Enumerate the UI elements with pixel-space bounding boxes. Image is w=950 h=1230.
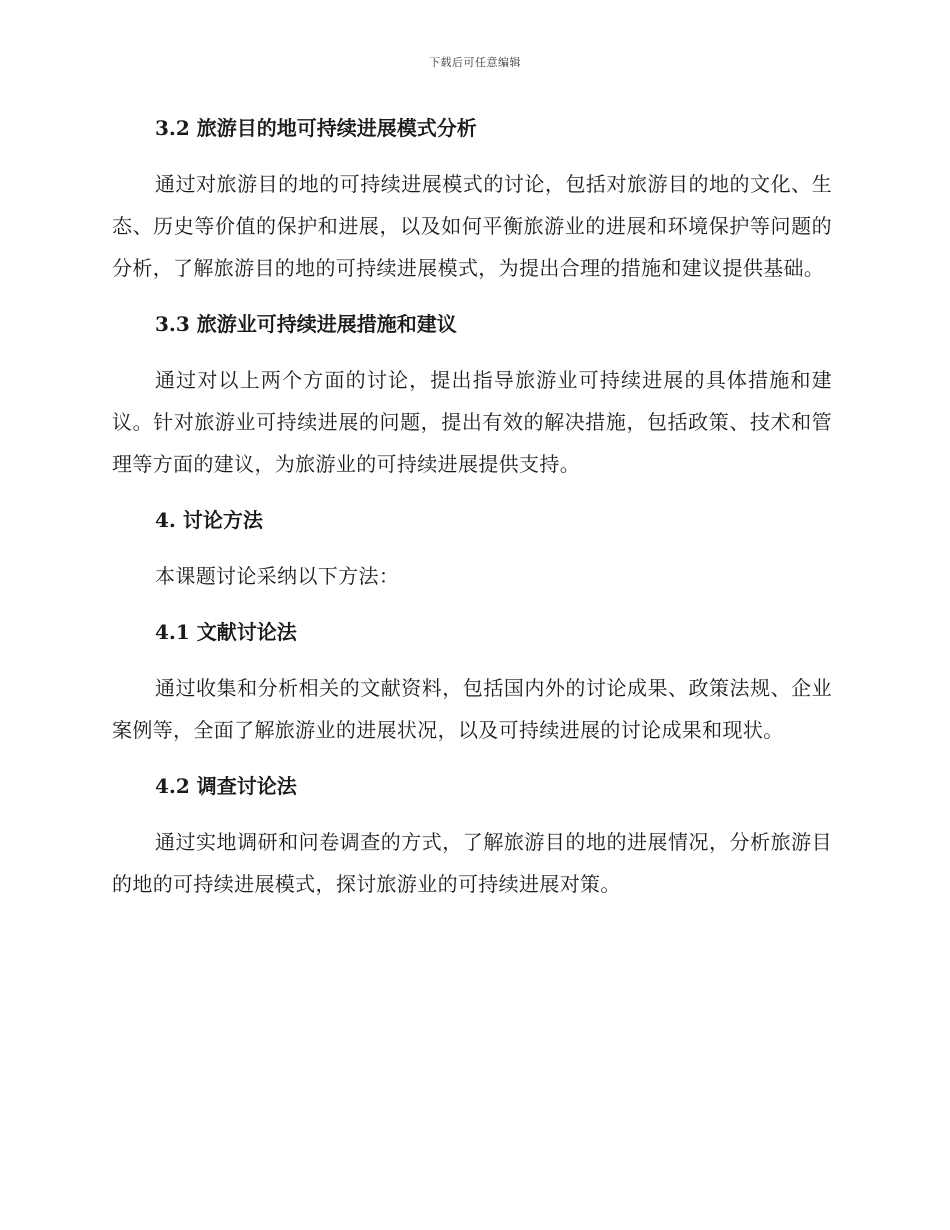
paragraph-3-3: 通过对以上两个方面的讨论，提出指导旅游业可持续进展的具体措施和建议。针对旅游业可持续进展的问题，提出有效的解决措施，包括政策、技术和管理等方面的建议，为旅游业的可持续进展提供支持。: [112, 368, 832, 476]
section-heading-3-2: 3.2 旅游目的地可持续进展模式分析: [155, 116, 477, 140]
paragraph-4-intro: 本课题讨论采纳以下方法：: [155, 564, 400, 588]
section-heading-4-1: 4.1 文献讨论法: [155, 620, 297, 644]
paragraph-4-1: 通过收集和分析相关的文献资料，包括国内外的讨论成果、政策法规、企业案例等，全面了解旅游业的进展状况，以及可持续进展的讨论成果和现状。: [112, 676, 832, 742]
section-heading-4: 4. 讨论方法: [155, 508, 263, 532]
page-header: 下载后可任意编辑: [429, 56, 521, 69]
section-heading-3-3: 3.3 旅游业可持续进展措施和建议: [155, 312, 457, 336]
document-body: [112, 108, 832, 920]
section-heading-4-2: 4.2 调查讨论法: [155, 774, 297, 798]
paragraph-3-2: 通过对旅游目的地的可持续进展模式的讨论，包括对旅游目的地的文化、生态、历史等价值的保护和进展，以及如何平衡旅游业的进展和环境保护等问题的分析，了解旅游目的地的可持续进展模式，为提出合理的措施和建议提供基础。: [112, 172, 832, 280]
paragraph-4-2: 通过实地调研和问卷调查的方式，了解旅游目的地的进展情况，分析旅游目的地的可持续进展模式，探讨旅游业的可持续进展对策。: [112, 830, 832, 896]
